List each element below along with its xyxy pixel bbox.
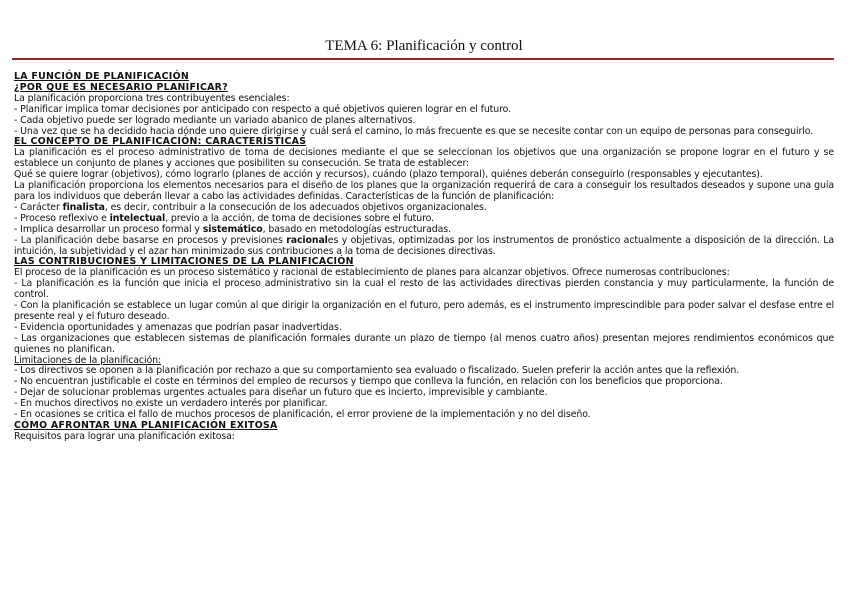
list-item-text: - Implica desarrollar un proceso formal y	[14, 223, 203, 235]
emphasis-term: finalista	[62, 201, 105, 213]
emphasis-term: intelectual	[109, 212, 166, 224]
list-item-text: , previo a la acción, de toma de decisiones sobre el futuro.	[165, 212, 434, 224]
section-subheading-why-plan: ¿POR QUE ES NECESARIO PLANIFICAR?	[14, 81, 228, 93]
list-item-text: - Carácter	[14, 201, 63, 213]
list-item: - Planificar implica tomar decisiones por anticipado con respecto a qué objetivos quieren lograr en el futuro.	[14, 103, 511, 115]
list-item: - Cada objetivo puede ser logrado mediante un variado abanico de planes alternativos.	[14, 114, 416, 126]
paragraph: Requisitos para lograr una planificación exitosa:	[14, 430, 235, 442]
list-item: - Evidencia oportunidades y amenazas que podrían pasar inadvertidas.	[14, 321, 342, 333]
list-item: - Con la planificación se establece un lugar común al que dirigir la organización en el futuro, pero además, es el instrumento imprescindible para poder salvar el desfase entre el presente real y el futuro deseado.	[14, 300, 834, 322]
list-item: - Los directivos se oponen a la planificación por rechazo a que su comportamiento sea evaluado o fiscalizado. Suelen preferir la acción antes que la reflexión.	[14, 365, 740, 377]
section-heading-contributions: LAS CONTRIBUCIONES Y LIMITACIONES DE LA PLANIFICACIÓN	[14, 256, 354, 268]
list-item: - En ocasiones se critica el fallo de muchos procesos de planificación, el error proviene de la implementación y no del diseño.	[14, 409, 591, 421]
section-heading-success: CÓMO AFRONTAR UNA PLANIFICACIÓN EXITOSA	[14, 420, 278, 431]
list-item: - Una vez que se ha decidido hacia dónde uno quiere dirigirse y cuál será el camino, lo más frecuente es que se necesite contar con un equipo de personas para conseguirlo.	[14, 125, 814, 137]
page-title: TEMA 6: Planificación y control	[325, 38, 523, 54]
paragraph: El proceso de la planificación es un proceso sistemático y racional de establecimiento de planes para alcanzar objetivos. Ofrece numerosas contribuciones:	[14, 267, 730, 279]
paragraph: La planificación proporciona los elementos necesarios para el diseño de los planes que la organización requerirá de cara a conseguir los resultados deseados y supone una guía para los individuos que deberán llevar a cabo las actividades definidas. Características de la función de planificación:	[14, 180, 834, 202]
list-item-text: - Proceso reflexivo e	[14, 212, 110, 224]
list-item: - En muchos directivos no existe un verdadero interés por planificar.	[14, 398, 328, 410]
paragraph: La planificación proporciona tres contribuyentes esenciales:	[14, 92, 290, 104]
section-heading-planning-function: LA FUNCIÓN DE PLANIFICACIÓN	[14, 71, 190, 82]
list-item: - Dejar de solucionar problemas urgentes actuales para diseñar un futuro que es incierto, imprevisible y cambiante.	[14, 387, 548, 399]
list-item: - No encuentran justificable el coste en términos del empleo de recursos y tiempo que conlleva la función, en relación con los beneficios que proporciona.	[14, 376, 723, 388]
list-item: - La planificación es la función que inicia el proceso administrativo sin la cual el resto de las actividades directivas pierden constancia y muy particularmente, la función de control.	[14, 278, 834, 301]
list-item-text: , basado en metodologías estructuradas.	[262, 223, 451, 235]
section-heading-concept: EL CONCEPTO DE PLANIFICACIÓN: CARACTERÍSTICAS	[14, 136, 307, 148]
subsection-heading-limitations: Limitaciones de la planificación:	[14, 354, 162, 366]
document-body	[14, 72, 834, 443]
title-divider	[12, 58, 834, 60]
list-item-text: - La planificación debe basarse en procesos y previsiones	[14, 234, 287, 246]
list-item-text: , es decir, contribuir a la consecución de los adecuados objetivos organizacionales.	[104, 201, 487, 213]
paragraph: La planificación es el proceso administrativo de toma de decisiones mediante el que se seleccionan los objetivos que una organización se propone lograr en el futuro y se establece un conjunto de planes y acciones que posibiliten su consecución. Se trata de establecer:	[14, 147, 834, 170]
list-item-text: es y objetivas, optimizadas por los instrumentos de pronóstico actualmente a disposición de la dirección. La intuición, la subjetividad y el azar han minimizado sus contribuciones a la toma de decisiones directivas.	[14, 234, 835, 257]
list-item	[14, 236, 834, 258]
list-item: - Las organizaciones que establecen sistemas de planificación formales durante un plazo de tiempo (al menos cuatro años) presentan mejores rendimientos económicos que quienes no planifican.	[14, 332, 834, 355]
emphasis-term: sistemático	[202, 223, 263, 235]
emphasis-term: racional	[286, 234, 328, 246]
paragraph: Qué se quiere lograr (objetivos), cómo lograrlo (planes de acción y recursos), cuándo (plazo temporal), quiénes deberán conseguirlo (responsables y ejecutantes).	[14, 169, 763, 181]
